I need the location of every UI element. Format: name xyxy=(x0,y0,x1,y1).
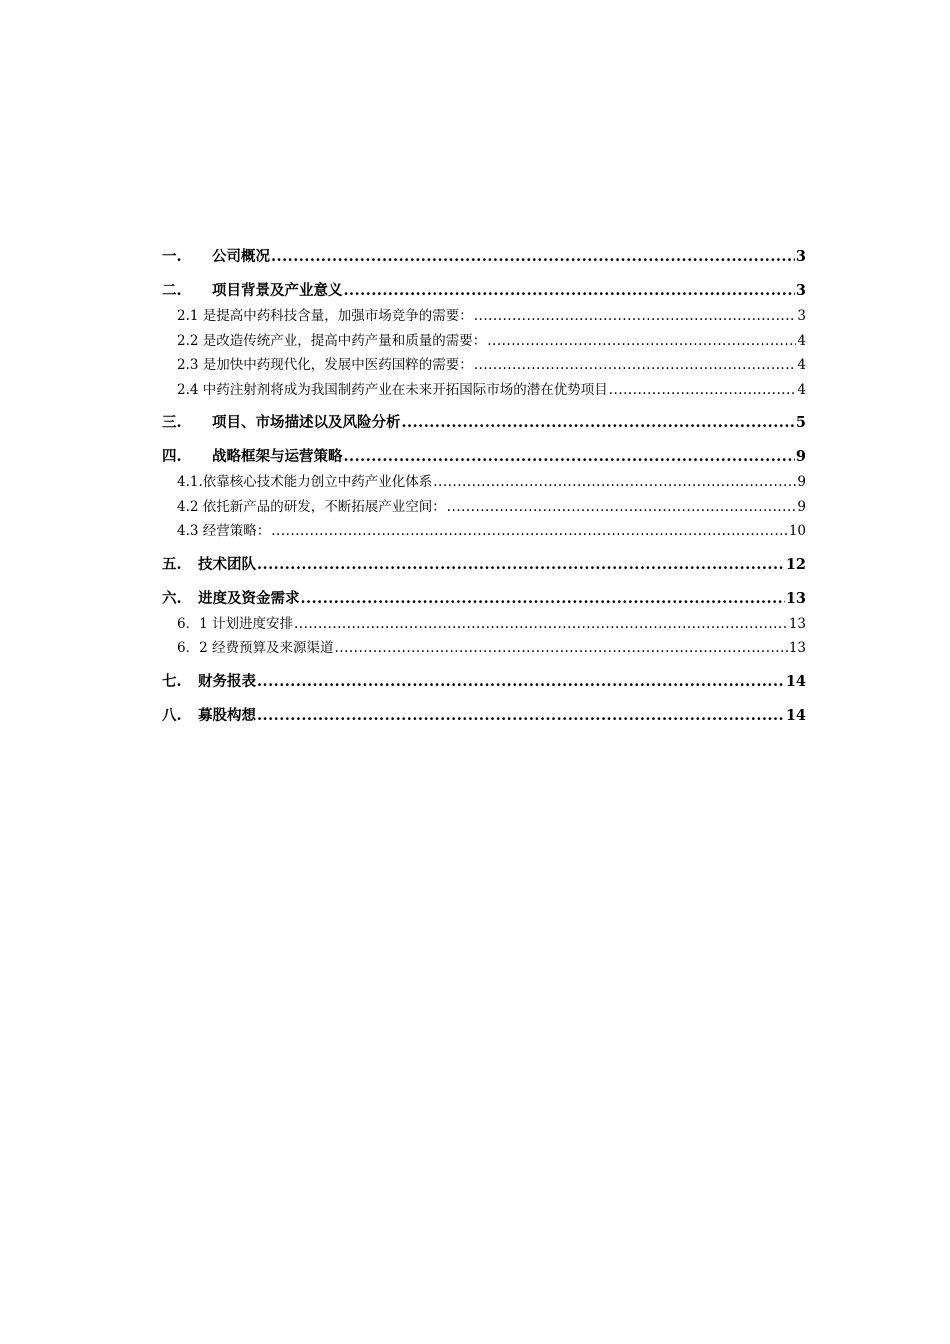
toc-leader-dots xyxy=(257,552,785,578)
toc-entry-title: 6．1 计划进度安排 xyxy=(177,615,293,632)
table-of-contents xyxy=(162,244,806,729)
toc-entry-number: 七. xyxy=(162,672,182,690)
toc-subentry[interactable] xyxy=(162,378,806,403)
toc-entry-title: 6．2 经费预算及来源渠道 xyxy=(177,640,334,656)
toc-entry-page: 14 xyxy=(785,672,806,690)
toc-leader-dots xyxy=(433,470,796,495)
toc-entry-page: 4 xyxy=(797,381,806,398)
toc-entry-title: 4.1.依靠核心技术能力创立中药产业化体系 xyxy=(177,474,433,490)
toc-subentry[interactable] xyxy=(162,304,806,329)
toc-entry-page: 3 xyxy=(795,282,806,299)
toc-entry-title: 技术团队 xyxy=(198,555,256,573)
toc-subentry[interactable] xyxy=(162,636,806,661)
toc-entry-page: 9 xyxy=(795,448,806,465)
toc-leader-dots xyxy=(487,329,796,354)
toc-leader-dots xyxy=(474,353,797,378)
toc-entry-page: 12 xyxy=(785,555,806,573)
toc-entry-number: 四. xyxy=(162,448,182,465)
toc-leader-dots xyxy=(609,378,797,403)
toc-entry-title: 公司概况 xyxy=(212,248,270,265)
toc-entry-number: 二. xyxy=(162,282,182,299)
toc-leader-dots xyxy=(334,636,787,661)
toc-leader-dots xyxy=(402,410,795,436)
toc-entry-page: 13 xyxy=(788,640,806,656)
toc-subentry[interactable] xyxy=(162,329,806,354)
toc-subentry[interactable] xyxy=(162,470,806,495)
toc-entry-page: 14 xyxy=(785,706,806,724)
toc-entry-number: 八. xyxy=(162,706,182,724)
toc-leader-dots xyxy=(301,586,785,612)
toc-entry[interactable] xyxy=(162,552,806,578)
toc-entry-number: 一. xyxy=(162,248,182,265)
toc-entry-page: 4 xyxy=(797,357,806,373)
toc-entry-page: 9 xyxy=(797,474,806,490)
toc-entry-number: 三. xyxy=(162,414,182,431)
toc-entry-page: 3 xyxy=(797,308,806,324)
toc-entry-title: 2.4 中药注射剂将成为我国制药产业在未来开拓国际市场的潜在优势项目 xyxy=(177,381,608,398)
toc-entry[interactable] xyxy=(162,444,806,470)
toc-entry-page: 3 xyxy=(795,248,806,265)
toc-entry[interactable] xyxy=(162,278,806,304)
toc-subentry[interactable] xyxy=(162,612,806,637)
toc-leader-dots xyxy=(447,495,797,520)
toc-subentry[interactable] xyxy=(162,353,806,378)
toc-entry[interactable] xyxy=(162,703,806,729)
toc-subentry[interactable] xyxy=(162,519,806,544)
toc-entry[interactable] xyxy=(162,669,806,695)
toc-entry[interactable] xyxy=(162,410,806,436)
toc-leader-dots xyxy=(294,612,788,637)
toc-entry-page: 4 xyxy=(797,332,806,349)
toc-entry-title: 战略框架与运营策略 xyxy=(212,448,343,465)
toc-entry-page: 9 xyxy=(797,498,806,515)
toc-entry-title: 财务报表 xyxy=(198,672,256,690)
toc-entry-title: 项目背景及产业意义 xyxy=(212,282,343,299)
toc-entry[interactable] xyxy=(162,586,806,612)
toc-entry-page: 13 xyxy=(788,615,806,632)
toc-entry-page: 10 xyxy=(788,523,806,539)
toc-entry[interactable] xyxy=(162,244,806,270)
toc-leader-dots xyxy=(271,244,795,270)
toc-entry-title: 募股构想 xyxy=(198,706,256,724)
toc-entry-page: 13 xyxy=(785,589,806,607)
toc-entry-number: 五. xyxy=(162,555,182,573)
toc-entry-title: 2.2 是改造传统产业，提高中药产量和质量的需要： xyxy=(177,332,487,349)
toc-entry-number: 六. xyxy=(162,589,182,607)
toc-entry-page: 5 xyxy=(795,414,806,431)
toc-subentry[interactable] xyxy=(162,495,806,520)
toc-leader-dots xyxy=(344,278,795,304)
toc-entry-title: 4.3 经营策略： xyxy=(177,523,271,539)
toc-entry-title: 2.1 是提高中药科技含量，加强市场竞争的需要： xyxy=(177,308,473,324)
toc-leader-dots xyxy=(474,304,797,329)
toc-leader-dots xyxy=(344,444,795,470)
toc-leader-dots xyxy=(271,519,788,544)
toc-entry-title: 项目、市场描述以及风险分析 xyxy=(212,414,401,431)
toc-entry-title: 进度及资金需求 xyxy=(198,589,300,607)
toc-entry-title: 4.2 依托新产品的研发，不断拓展产业空间： xyxy=(177,498,446,515)
toc-leader-dots xyxy=(257,703,785,729)
toc-entry-title: 2.3 是加快中药现代化，发展中医药国粹的需要： xyxy=(177,357,473,373)
toc-leader-dots xyxy=(257,669,785,695)
